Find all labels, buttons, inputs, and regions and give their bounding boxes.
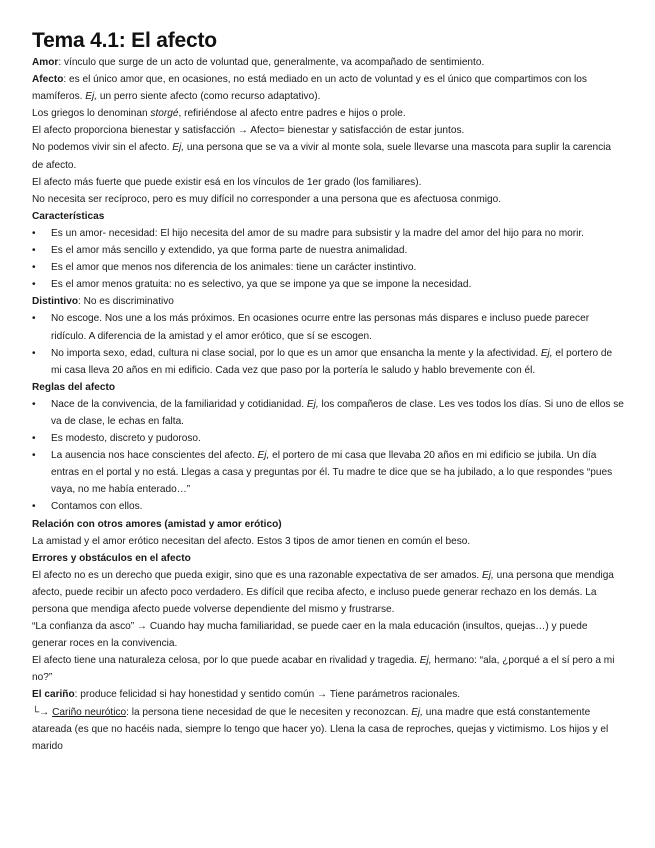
list-item-example: el portero de mi casa que llevaba 20 años en mi edificio se jubila. Un día entras en el portal y no está. Llegas a casa y preguntas por él. Tu madre te dice que se ha jubilado, a lo que respondes “pues vaya, no me había enterado…”: [51, 450, 613, 496]
paragraph-reciproco: No necesita ser recíproco, pero es muy difícil no corresponder a una persona que es afectuosa conmigo.: [32, 193, 502, 205]
page-title: Tema 4.1: El afecto: [32, 29, 217, 52]
example-marker: Ej,: [172, 142, 185, 154]
list-item: • Es el amor menos gratuita: no es selectivo, ya que se impone ya que se impone la necesidad.: [32, 276, 624, 293]
paragraph-griegos: [32, 105, 624, 122]
paragraph-vivir: [32, 139, 624, 173]
list-reglas: [32, 396, 624, 516]
griegos-text-a: Los griegos lo denominan: [32, 108, 151, 120]
amor-definition: : vínculo que surge de un acto de voluntad que, generalmente, va acompañado de sentimiento.: [58, 57, 485, 68]
list-item: [32, 430, 624, 447]
paragraph-derecho: [32, 567, 624, 618]
list-item: [32, 345, 624, 379]
list-item: [32, 310, 624, 344]
paragraph-confianza: “La confianza da asco” → Cuando hay mucha familiaridad, se puede caer en la mala educación (insultos, quejas…) y puede generar roces en la convivencia.: [32, 621, 588, 650]
list-item-text: La ausencia nos hace conscientes del afecto.: [51, 450, 258, 462]
example-marker: Ej,: [540, 347, 553, 359]
neurotico-text-a: : la persona tiene necesidad de que le necesiten y reconozcan.: [126, 706, 412, 718]
list-item: [32, 396, 624, 430]
example-marker: Ej,: [85, 91, 98, 103]
celosa-text-a: El afecto tiene una naturaleza celosa, por lo que puede acabar en rivalidad y tragedia.: [32, 655, 420, 667]
example-marker: Ej,: [257, 450, 270, 462]
document-page: [32, 28, 624, 755]
carino-text: : produce felicidad si hay honestidad y sentido común → Tiene parámetros racionales.: [74, 689, 461, 701]
griegos-text-b: , refiriéndose al afecto entre padres e hijos o prole.: [178, 108, 406, 120]
neurotico-text-b: una madre que está constantemente atareada (es que no hacéis nada, siempre lo tengo que hacer yo). Llena la casa de reproches, quejas y victimismo. Los hijos y el marido: [32, 706, 609, 752]
list-item: • Es un amor- necesidad: El hijo necesita del amor de su madre para subsistir y la madre del amor del hijo para no morir.: [32, 225, 624, 242]
return-arrow-icon: └→: [32, 706, 53, 718]
paragraph-amor: [32, 54, 624, 71]
celosa-text-b: hermano: “ala, ¿porqué a el sí pero a mi no?”: [32, 655, 615, 684]
heading-caracteristicas: Características: [32, 210, 105, 222]
paragraph-relacion: La amistad y el amor erótico necesitan del afecto. Estos 3 tipos de amor tienen en común el beso.: [32, 535, 471, 547]
list-item-text: Nace de la convivencia, de la familiaridad y cotidianidad.: [51, 398, 307, 410]
list-item: [32, 447, 624, 498]
example-marker: Ej,: [419, 655, 432, 667]
paragraph-carino: [32, 686, 624, 703]
list-item-text: Es modesto, discreto y pudoroso.: [51, 433, 201, 445]
list-item-text: No escoge. Nos une a los más próximos. En ocasiones ocurre entre las personas más dispares e incluso puede parecer ridículo. A diferencia de la amistad y el amor erótico, que sí se escogen.: [51, 313, 590, 342]
vivir-text-a: No podemos vivir sin el afecto.: [32, 142, 173, 154]
heading-reglas: Reglas del afecto: [32, 381, 116, 393]
distintivo-text: : No es discriminativo: [77, 296, 174, 308]
example-marker: Ej,: [411, 706, 423, 718]
term-distintivo: Distintivo: [32, 296, 78, 308]
paragraph-celosa: [32, 652, 624, 686]
list-item: • Es el amor que menos nos diferencia de los animales: tiene un carácter instintivo.: [32, 259, 624, 276]
list-item-text: No importa sexo, edad, cultura ni clase social, por lo que es un amor que ensancha la mente y la afectividad.: [51, 347, 541, 359]
paragraph-bienestar: El afecto proporciona bienestar y satisfacción → Afecto= bienestar y satisfacción de estar juntos.: [32, 125, 465, 137]
list-distintivo: [32, 310, 624, 378]
paragraph-distintivo: [32, 293, 624, 310]
derecho-text-b: una persona que mendiga afecto, puede recibir un afecto poco verdadero. Es difícil que reciba afecto, e incluso puede generar rechazo en los demás. La persona que mendiga afecto puede volverse dependiente del mismo y frustrarse.: [32, 569, 614, 615]
list-item-example: el portero de mi casa lleva 20 años en mi edificio. Cada vez que paso por la portería le saludo y hablo brevemente con él.: [51, 347, 613, 376]
example-marker: Ej,: [482, 569, 494, 581]
list-item: [32, 498, 624, 515]
list-item-example: los compañeros de clase. Les ves todos los días. Si uno de ellos se va de clase, le echas en falta.: [51, 398, 624, 427]
example-marker: Ej,: [306, 398, 319, 410]
heading-errores: Errores y obstáculos en el afecto: [32, 552, 191, 564]
storge-term: storgé: [150, 108, 179, 120]
paragraph-afecto-fuerte: El afecto más fuerte que puede existir esá en los vínculos de 1er grado (los familiares).: [32, 176, 422, 188]
term-carino: El cariño: [32, 689, 75, 701]
term-carino-neurotico: Cariño neurótico: [52, 706, 127, 718]
list-caracteristicas: [32, 225, 624, 293]
term-amor: Amor: [32, 57, 59, 68]
afecto-example: un perro siente afecto (como recurso adaptativo).: [97, 91, 321, 103]
derecho-text-a: El afecto no es un derecho que pueda exigir, sino que es una razonable expectativa de ser amados.: [32, 569, 483, 581]
paragraph-carino-neurotico: [32, 704, 624, 755]
paragraph-afecto: [32, 71, 624, 105]
heading-relacion: Relación con otros amores (amistad y amor erótico): [32, 518, 282, 530]
term-afecto: Afecto: [32, 74, 64, 86]
list-item-text: Contamos con ellos.: [51, 501, 143, 513]
vivir-text-b: una persona que se va a vivir al monte sola, suele llevarse una mascota para suplir la carencia de afecto.: [32, 142, 612, 171]
afecto-definition: : es el único amor que, en ocasiones, no está mediado en un acto de voluntad y es el único que compartimos con los mamíferos.: [32, 74, 587, 103]
list-item: • Es el amor más sencillo y extendido, ya que forma parte de nuestra animalidad.: [32, 242, 624, 259]
